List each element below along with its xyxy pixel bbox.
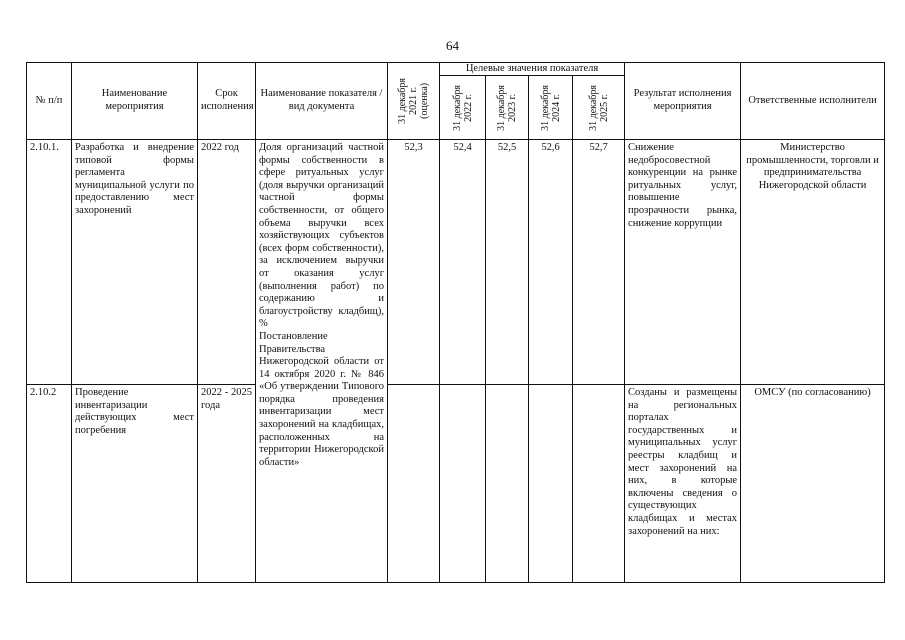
measures-table (26, 62, 885, 583)
table-row (27, 140, 885, 385)
row-value-2023: 52,5 (486, 140, 529, 385)
col-header-year-2021: 31 декабря 2021 г. (оценка) (388, 63, 440, 140)
col-header-result: Результат исполнения мероприятия (625, 63, 741, 140)
row-responsible: Министерство промышленности, торговли и предпринимательства Нижегородской области (741, 140, 885, 385)
row-term: 2022 - 2025 года (198, 385, 256, 583)
row-value-2024: 52,6 (529, 140, 573, 385)
table-row (27, 385, 885, 583)
col-header-year-2022: 31 декабря 2022 г. (440, 76, 486, 140)
row-result: Снижение недобросовестной конкуренции на рынке ритуальных услуг, повышение прозрачности рынка, снижение коррупции (625, 140, 741, 385)
col-header-num: № п/п (27, 63, 72, 140)
row-num: 2.10.1. (27, 140, 72, 385)
row-value-2023 (486, 385, 529, 583)
col-header-indicator: Наименование показателя / вид документа (256, 63, 388, 140)
row-value-2021: 52,3 (388, 140, 440, 385)
row-term: 2022 год (198, 140, 256, 385)
col-header-responsible: Ответственные исполнители (741, 63, 885, 140)
row-responsible: ОМСУ (по согласованию) (741, 385, 885, 583)
row-value-2021 (388, 385, 440, 583)
col-header-target-values: Целевые значения показателя (440, 63, 625, 76)
col-header-year-2023: 31 декабря 2023 г. (486, 76, 529, 140)
col-header-year-2025: 31 декабря 2025 г. (573, 76, 625, 140)
row-value-2025: 52,7 (573, 140, 625, 385)
row-indicator: Доля организаций частной формы собственности в сфере ритуальных услуг (доля выручки организаций частной формы собственности, от общего объема выручки всех хозяйствующих субъектов (всех форм собственности), за исключением выручки от оказания услуг (выполнения работ) по содержанию и благоустройству кладбищ), % Постановление Правительства Нижегородской области от 14 октября 2020 г. № 846 «Об утверждении Типового порядка проведения инвентаризации мест захоронений на кладбищах, расположенных на территории Нижегородской области» (256, 140, 388, 583)
col-header-year-2024: 31 декабря 2024 г. (529, 76, 573, 140)
page-number: 64 (446, 38, 459, 53)
row-measure-name: Разработка и внедрение типовой формы регламента муниципальной услуги по предоставлению мест захоронений (72, 140, 198, 385)
row-value-2024 (529, 385, 573, 583)
header-row-1 (27, 63, 885, 76)
col-header-term: Срок исполнения (198, 63, 256, 140)
row-measure-name: Проведение инвентаризации действующих мест погребения (72, 385, 198, 583)
row-value-2025 (573, 385, 625, 583)
col-header-name: Наименование мероприятия (72, 63, 198, 140)
row-num: 2.10.2 (27, 385, 72, 583)
row-value-2022 (440, 385, 486, 583)
row-value-2022: 52,4 (440, 140, 486, 385)
row-result: Созданы и размещены на региональных порталах государственных и муниципальных услуг реестры кладбищ и мест захоронений на них, в которые включены сведения о существующих кладбищах и местах захоронений на них: (625, 385, 741, 583)
